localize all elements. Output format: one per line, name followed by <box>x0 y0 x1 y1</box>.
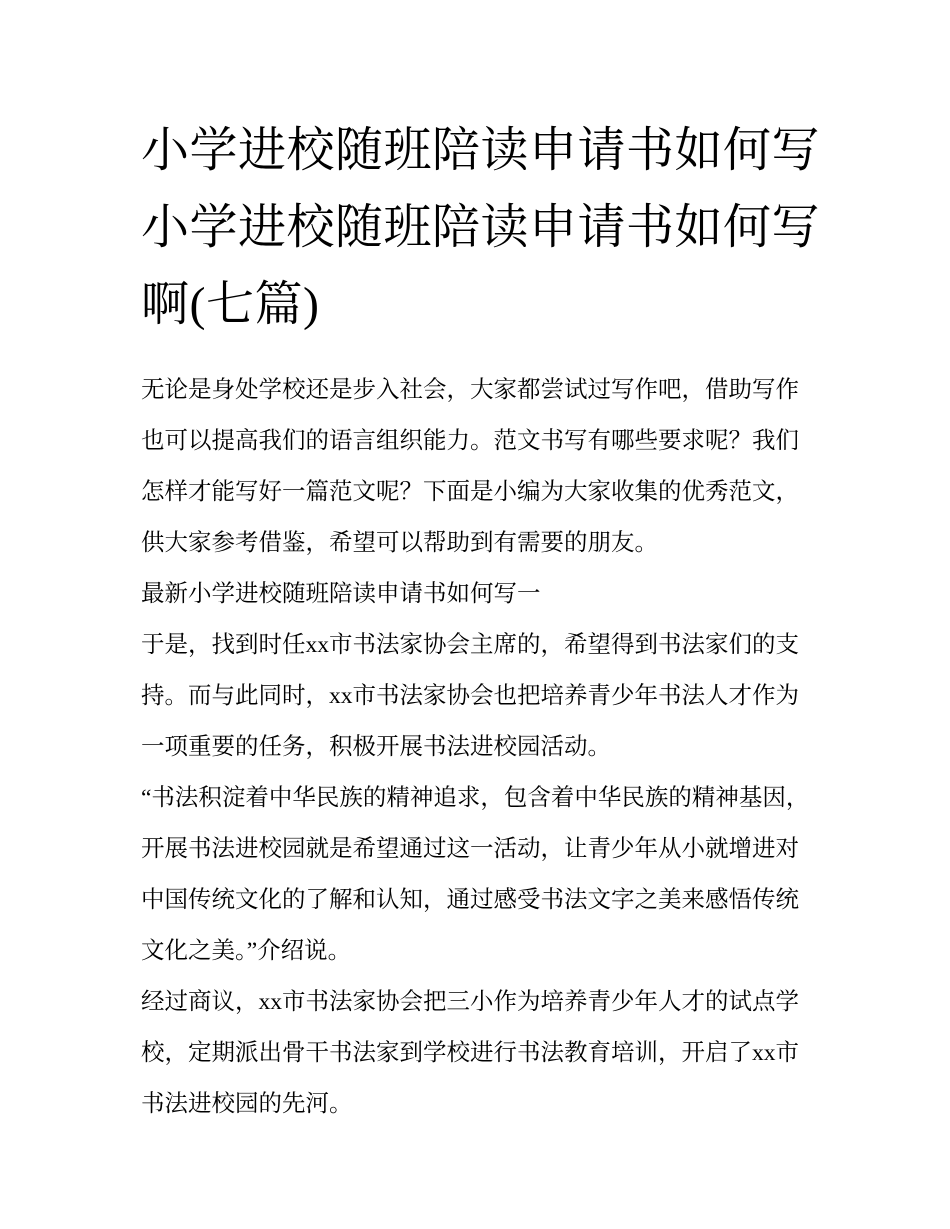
body-paragraph: 于是，找到时任xx市书法家协会主席的，希望得到书法家们的支持。而与此同时，xx市书法家协会也把培养青少年书法人才作为一项重要的任务，积极开展书法进校园活动。 <box>141 632 799 760</box>
intro-paragraph: 无论是身处学校还是步入社会，大家都尝试过写作吧，借助写作也可以提高我们的语言组织能力。范文书写有哪些要求呢？我们怎样才能写好一篇范文呢？下面是小编为大家收集的优秀范文，供大家参考借鉴，希望可以帮助到有需要的朋友。 <box>141 377 799 556</box>
document-body <box>141 365 821 1130</box>
document-content <box>141 112 821 1130</box>
document-title: 小学进校随班陪读申请书如何写 小学进校随班陪读申请书如何写啊(七篇) <box>141 124 821 331</box>
body-paragraph: 经过商议，xx市书法家协会把三小作为培养青少年人才的试点学校，定期派出骨干书法家到学校进行书法教育培训，开启了xx市书法进校园的先河。 <box>141 989 799 1117</box>
section-heading: 最新小学进校随班陪读申请书如何写一 <box>141 581 541 607</box>
quote-paragraph: “书法积淀着中华民族的精神追求，包含着中华民族的精神基因，开展书法进校园就是希望通过这一活动，让青少年从小就增进对中国传统文化的了解和认知，通过感受书法文字之美来感悟传统文化之美。”介绍说。 <box>141 785 810 964</box>
